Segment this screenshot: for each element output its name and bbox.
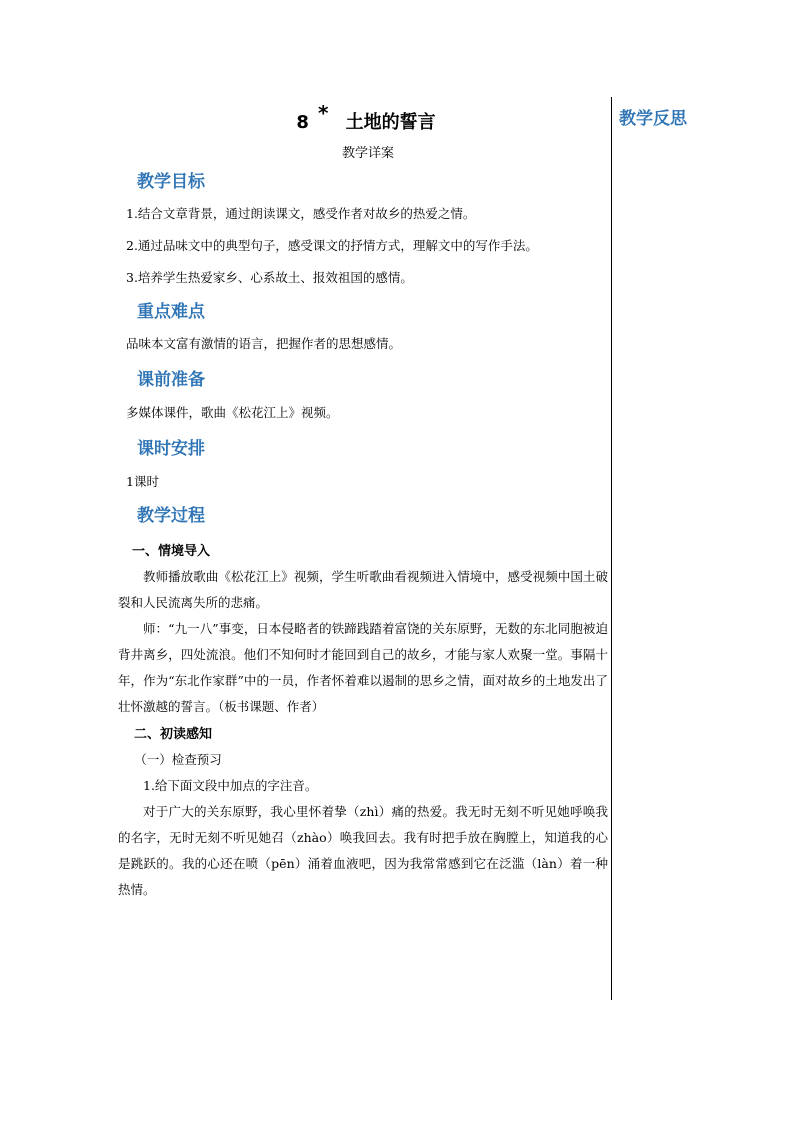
process-part2-heading: 二、初读感知 (134, 727, 213, 742)
lesson-name: 土地的誓言 (345, 112, 436, 133)
process-part2-sub1: （一）检查预习 (134, 752, 222, 767)
reflection-column-divider (611, 97, 612, 1000)
lesson-subtitle: 教学详案 (341, 146, 394, 161)
goal-item-1: 1.结合文章背景，通过朗读课文，感受作者对故乡的热爱之情。 (126, 206, 476, 221)
section-heading-schedule: 课时安排 (137, 439, 205, 459)
section-heading-prep: 课前准备 (137, 370, 205, 390)
process-part1-p2: 师：“九一八”事变，日本侵略者的铁蹄践踏着富饶的关东原野，无数的东北同胞被迫背井离乡，四处流浪。他们不知何时才能回到自己的故乡，才能与家人欢聚一堂。事隔十年，作为“东北作家群”中的一员，作者怀着难以遏制的思乡之情，面对故乡的土地发出了壮怀激越的誓言。（板书课题、作者） (118, 621, 608, 714)
process-part1-heading: 一、情境导入 (132, 544, 211, 559)
goal-item-2: 2.通过品味文中的典型句子，感受课文的抒情方式，理解文中的写作手法。 (126, 238, 538, 253)
section-heading-goals: 教学目标 (137, 172, 205, 192)
prep-text: 多媒体课件，歌曲《松花江上》视频。 (126, 405, 339, 420)
goal-item-3: 3.培养学生热爱家乡、心系故土、报效祖国的感情。 (126, 270, 413, 285)
lesson-title (124, 100, 608, 138)
section-heading-key: 重点难点 (137, 302, 205, 322)
schedule-text: 1课时 (126, 474, 159, 489)
key-text: 品味本文富有激情的语言，把握作者的思想感情。 (126, 336, 402, 351)
lesson-plan-body (118, 100, 608, 903)
section-heading-process: 教学过程 (137, 506, 205, 526)
reflection-heading: 教学反思 (619, 109, 687, 129)
process-part2-q1: 1.给下面文段中加点的字注音。 (143, 778, 318, 793)
self-study-star: * (318, 101, 329, 125)
process-part2-passage: 对于广大的关东原野，我心里怀着挚（zhì）痛的热爱。我无时无刻不听见她呼唤我的名字，无时无刻不听见她召（zhào）唤我回去。我有时把手放在胸膛上，知道我的心是跳跃的。我的心还在喷（pēn）涌着血液吧，因为我常常感到它在泛滥（làn）着一种热情。 (118, 804, 608, 897)
lesson-number: 8 (296, 112, 309, 133)
process-part1-p1: 教师播放歌曲《松花江上》视频，学生听歌曲看视频进入情境中，感受视频中国土破裂和人民流离失所的悲痛。 (118, 569, 608, 610)
